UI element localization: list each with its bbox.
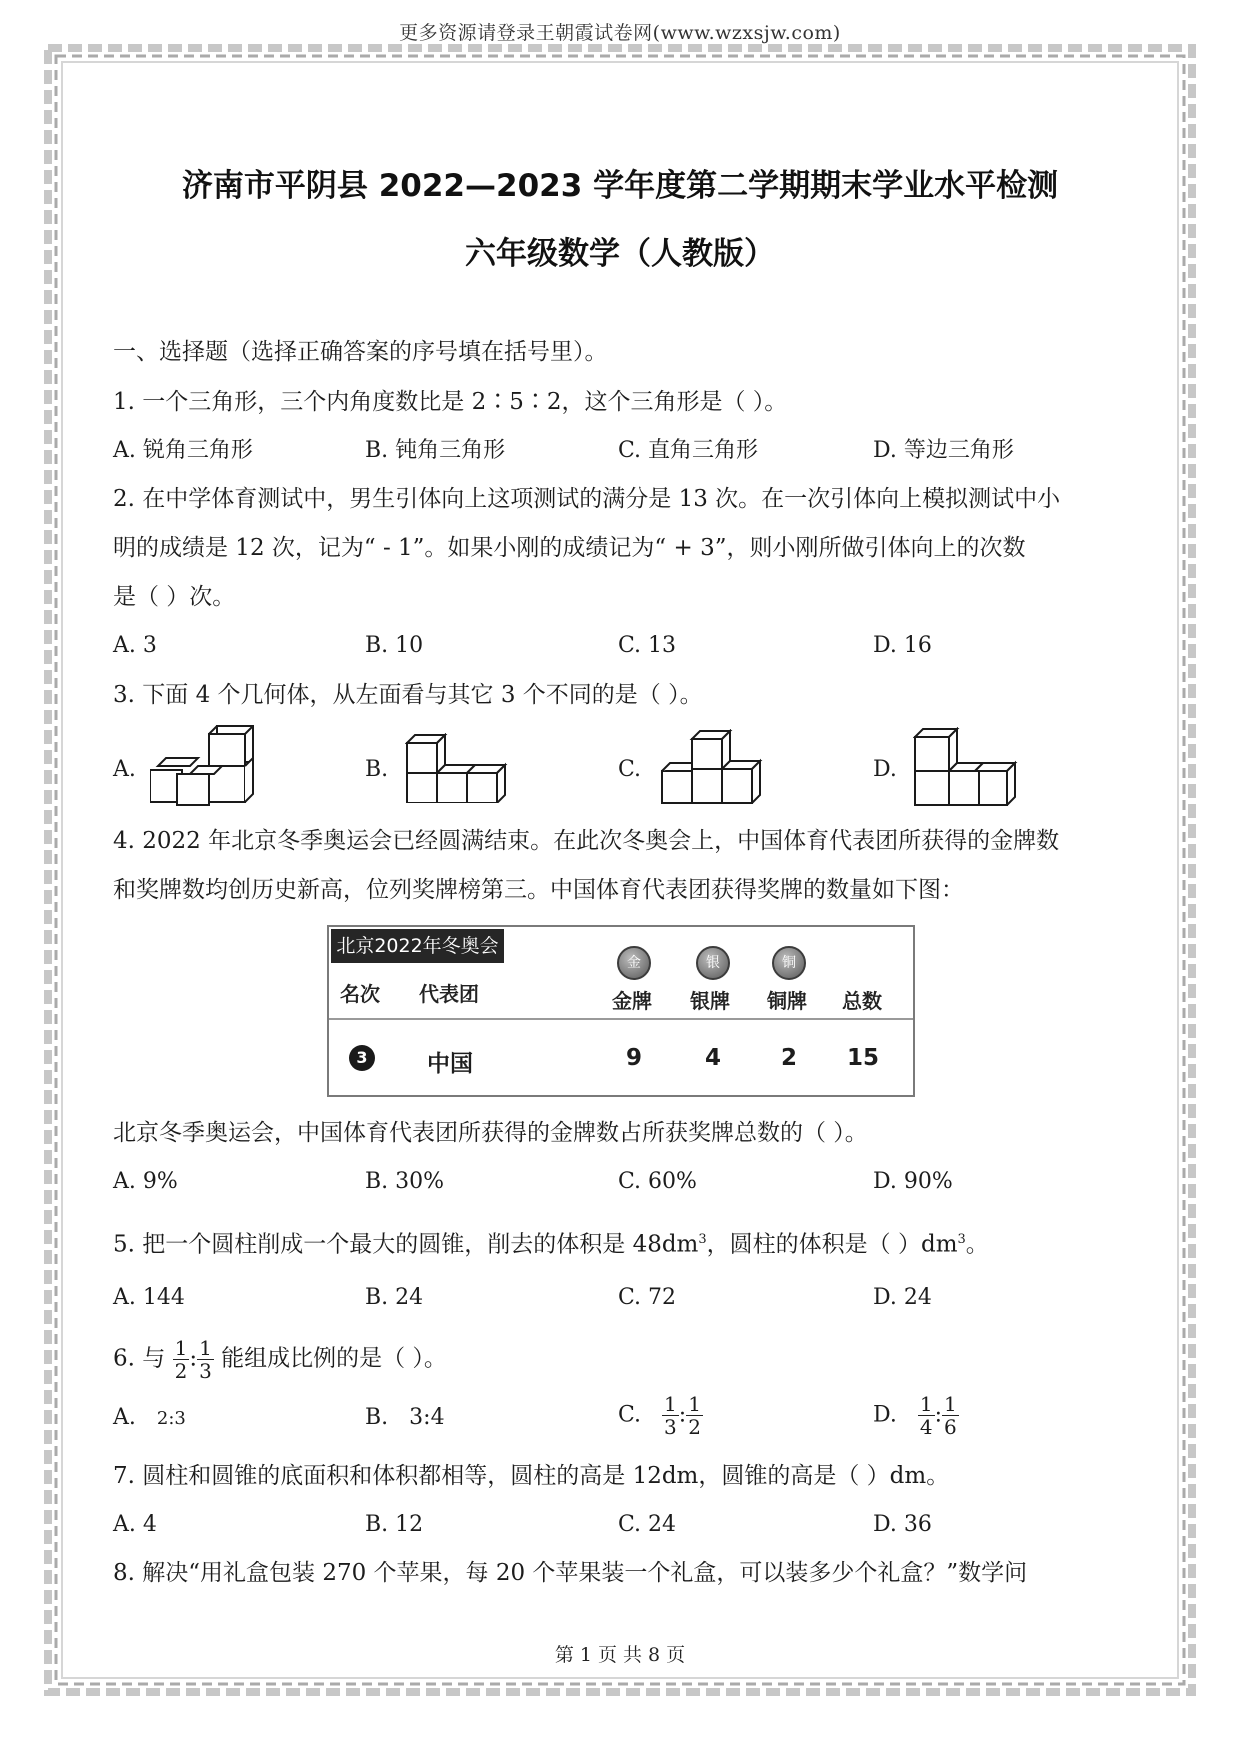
option-fraction: [918, 1393, 935, 1438]
row-bronze: 2: [781, 1045, 798, 1071]
q5-option-c: C. 72: [618, 1285, 677, 1310]
gold-medal-icon: 金: [617, 946, 651, 980]
header-total: 总数: [842, 989, 882, 1013]
numerator: 1: [174, 1336, 188, 1360]
option-label: A.: [113, 1405, 136, 1430]
q6-option-d: D. $\frac{1}{4}$ : $\frac{1}{6}$: [873, 1392, 957, 1439]
option-fraction: [686, 1393, 703, 1438]
header-rank: 名次: [340, 982, 380, 1006]
q1-option-a: A. 锐角三角形: [113, 438, 253, 463]
option-label: B.: [365, 1405, 389, 1430]
header-bronze: 铜牌: [767, 989, 807, 1013]
exam-title: 济南市平阴县 2022—2023 学年度第二学期期末学业水平检测: [181, 168, 1059, 204]
row-team: 中国: [427, 1051, 473, 1077]
q3-figure-a: [150, 722, 265, 807]
q6-fraction-2: [197, 1337, 214, 1382]
q7-option-b: B. 12: [365, 1512, 424, 1537]
q3-figure-b: [405, 733, 515, 803]
numerator: 1: [688, 1392, 701, 1416]
numerator: 1: [199, 1336, 212, 1360]
q3-option-c-label: C.: [618, 757, 642, 782]
denominator: 3: [199, 1359, 212, 1383]
question-6-text: 6. 与 $\frac{1}{2}$ : $\frac{1}{3}$ 能组成比例的是（ ）。: [113, 1336, 447, 1383]
q5-superscript-2: 3: [957, 1232, 966, 1247]
numerator: 1: [919, 1392, 933, 1416]
q4-option-a: A. 9%: [113, 1169, 178, 1194]
q2-option-d: D. 16: [873, 633, 932, 658]
q3-option-a-label: A.: [113, 757, 136, 782]
question-7-text: 7. 圆柱和圆锥的底面积和体积都相等，圆柱的高是 12dm，圆锥的高是（ ）dm。: [113, 1463, 950, 1489]
q5-option-d: D. 24: [873, 1285, 932, 1310]
q5-superscript-1: 3: [698, 1232, 707, 1247]
q3-option-d-label: D.: [873, 757, 897, 782]
question-4-line-1: 4. 2022 年北京冬季奥运会已经圆满结束。在此次冬奥会上，中国体育代表团所获得的金牌数: [113, 828, 1060, 854]
page-number: 第 1 页 共 8 页: [554, 1644, 686, 1666]
denominator: 2: [174, 1359, 188, 1383]
option-label: C.: [618, 1402, 642, 1428]
q1-option-c: C. 直角三角形: [618, 438, 759, 463]
q2-option-c: C. 13: [618, 633, 677, 658]
numerator: 1: [664, 1392, 677, 1416]
table-divider: [329, 1018, 913, 1020]
row-total: 15: [847, 1045, 880, 1071]
question-3-text: 3. 下面 4 个几何体，从左面看与其它 3 个不同的是（ ）。: [113, 682, 703, 708]
q6-option-b: [365, 1403, 445, 1433]
numerator: 1: [944, 1392, 957, 1416]
q5-option-b: B. 24: [365, 1285, 424, 1310]
q3-figure-c: [660, 729, 772, 805]
q2-option-a: A. 3: [113, 633, 157, 658]
site-watermark: 更多资源请登录王朝霞试卷网(www.wzxsjw.com): [399, 22, 841, 44]
q6-text-post: 能组成比例的是（ ）。: [221, 1345, 447, 1372]
option-value: 3:4: [409, 1405, 445, 1430]
q5-option-a: A. 144: [113, 1285, 185, 1310]
exam-subtitle: 六年级数学（人教版）: [465, 236, 775, 272]
silver-medal-icon: 银: [696, 946, 730, 980]
row-silver: 4: [705, 1045, 722, 1071]
header-gold: 金牌: [612, 989, 652, 1013]
q1-option-b: B. 钝角三角形: [365, 438, 506, 463]
question-2-line-2: 明的成绩是 12 次，记为“ - 1”。如果小刚的成绩记为“ + 3”，则小刚所做引体向上的次数: [113, 535, 1026, 561]
q5-text-part-2: ，圆柱的体积是（ ）dm: [706, 1231, 958, 1258]
section-heading: 一、选择题（选择正确答案的序号填在括号里）。: [113, 339, 608, 365]
question-2-line-3: 是（ ）次。: [113, 584, 236, 610]
q4-option-c: C. 60%: [618, 1169, 697, 1194]
q7-option-a: A. 4: [113, 1512, 157, 1537]
q6-option-c: C. $\frac{1}{3}$ : $\frac{1}{2}$: [618, 1392, 701, 1439]
q3-figure-d: [913, 727, 1025, 807]
q6-text-pre: 6. 与: [113, 1345, 166, 1372]
denominator: 3: [664, 1415, 677, 1439]
header-silver: 银牌: [690, 989, 730, 1013]
q6-fraction-1: [173, 1337, 190, 1382]
medal-table: [327, 925, 915, 1097]
header-team: 代表团: [419, 982, 479, 1006]
question-1-text: 1. 一个三角形，三个内角度数比是 2∶5∶2，这个三角形是（ ）。: [113, 389, 788, 415]
q5-text-part-1: 5. 把一个圆柱削成一个最大的圆锥，削去的体积是 48dm: [113, 1231, 699, 1258]
q2-option-b: B. 10: [365, 633, 424, 658]
q5-text-end: 。: [965, 1231, 989, 1258]
question-5-text: [113, 1225, 989, 1260]
rank-badge: 3: [349, 1045, 375, 1071]
q6-option-a: [113, 1403, 186, 1434]
denominator: 4: [919, 1415, 933, 1439]
q4-option-b: B. 30%: [365, 1169, 445, 1194]
denominator: 6: [944, 1415, 957, 1439]
denominator: 2: [688, 1415, 701, 1439]
option-fraction: [942, 1393, 959, 1438]
q7-option-d: D. 36: [873, 1512, 932, 1537]
row-gold: 9: [626, 1045, 643, 1071]
question-8-text: 8. 解决“用礼盒包装 270 个苹果，每 20 个苹果装一个礼盒，可以装多少个礼盒？”数学问: [113, 1560, 1028, 1586]
medal-table-tag: 北京2022年冬奥会: [331, 929, 504, 963]
question-4-line-2: 和奖牌数均创历史新高，位列奖牌榜第三。中国体育代表团获得奖牌的数量如下图：: [113, 877, 964, 903]
option-fraction: [662, 1393, 679, 1438]
question-4-line-3: 北京冬季奥运会，中国体育代表团所获得的金牌数占所获奖牌总数的（ ）。: [113, 1120, 868, 1146]
q3-option-b-label: B.: [365, 757, 389, 782]
bronze-medal-icon: 铜: [772, 946, 806, 980]
option-label: D.: [873, 1402, 897, 1428]
q1-option-d: D. 等边三角形: [873, 438, 1014, 463]
q4-option-d: D. 90%: [873, 1169, 953, 1194]
q7-option-c: C. 24: [618, 1512, 677, 1537]
question-2-line-1: 2. 在中学体育测试中，男生引体向上这项测试的满分是 13 次。在一次引体向上模拟测试中小: [113, 486, 1061, 512]
option-value: 2:3: [156, 1408, 186, 1429]
